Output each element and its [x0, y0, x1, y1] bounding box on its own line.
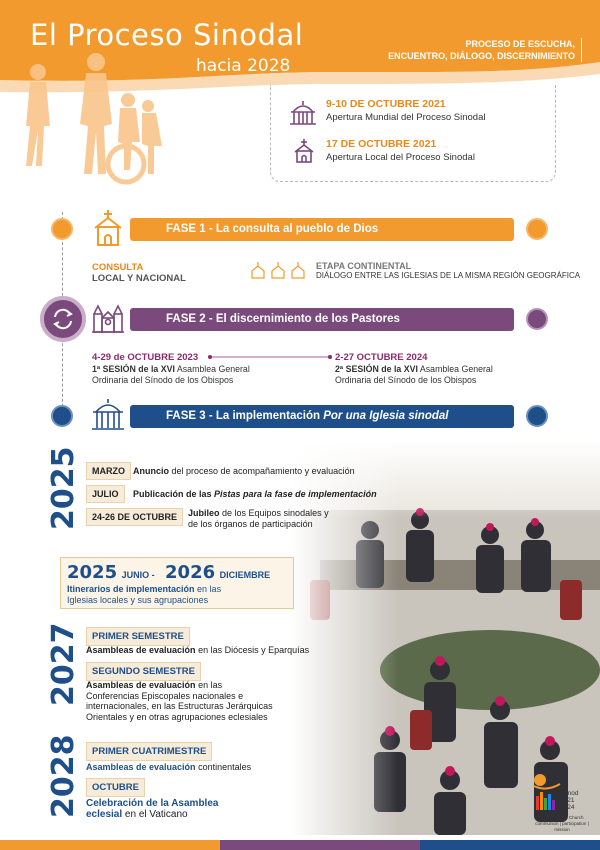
phase2-end-dot	[526, 308, 548, 330]
year-2028: 2028	[46, 734, 81, 818]
row-octubre: Jubileo de los Equipos sinodales y de los órganos de participación	[188, 508, 329, 529]
tagline: PROCESO DE ESCUCHA, ENCUENTRO, DIÁLOGO, DISCERNIMIENTO	[388, 38, 582, 62]
basilica-icon	[90, 398, 126, 432]
phase3-bar: FASE 3 - La implementación Por una Iglesia sinodal	[130, 405, 514, 428]
phase2-session2: 2-27 OCTUBRE 2024 2ª SESIÓN de la XVI Asamblea General Ordinaria del Sínodo de los Obispos	[335, 352, 493, 385]
row-primer-semestre: Asambleas de evaluación en las Diócesis y Eparquías	[86, 645, 310, 655]
opening-local: 17 DE OCTUBRE 2021 Apertura Local del Proceso Sinodal	[326, 138, 475, 163]
tag-primer-cuatrimestre: PRIMER CUATRIMESTRE	[86, 742, 212, 761]
row-segundo-semestre: Asambleas de evaluación en las Conferencias Episcopales nacionales e internacionales, en las Estructuras Jerárquicas Orientales y en otras agrupaciones eclesiales	[86, 680, 273, 722]
pilgrims-illustration	[8, 46, 178, 186]
phase2-session1: 4-29 de OCTUBRE 2023 1ª SESIÓN de la XVI Asamblea General Ordinaria del Sínodo de los Obispos	[92, 352, 250, 385]
synod-logo-motto: For a synodal Church communion | participation | mission	[535, 815, 589, 832]
row-julio: Publicación de las Pistas para la fase de implementación	[133, 489, 377, 499]
synod-logo-text: Synod 2021 2024	[560, 790, 579, 811]
tag-segundo-semestre: SEGUNDO SEMESTRE	[86, 662, 201, 681]
phase1-end-dot	[526, 218, 548, 240]
row-marzo: Anuncio del proceso de acompañamiento y evaluación	[133, 466, 355, 476]
tag-marzo: MARZO	[86, 462, 131, 480]
phase3-dot	[51, 405, 73, 427]
tag-octubre: 24-26 DE OCTUBRE	[86, 508, 183, 526]
footer-bar	[0, 840, 600, 850]
row-cuatrimestre: Asambleas de evaluación continentales	[86, 762, 252, 772]
range-2025-2026: 2025 JUNIO - 2026 DICIEMBRE Itinerarios de implementación en las Iglesias locales y sus agrupaciones	[60, 557, 294, 609]
phase2-cycle-icon	[40, 296, 86, 342]
opening-world: 9-10 DE OCTUBRE 2021 Apertura Mundial del Proceso Sinodal	[326, 98, 486, 123]
year-2025: 2025	[46, 446, 81, 530]
tag-primer-semestre: PRIMER SEMESTRE	[86, 627, 190, 646]
arrow-connector	[206, 353, 336, 361]
phase3-end-dot	[526, 405, 548, 427]
phase2-bar: FASE 2 - El discernimiento de los Pastores	[130, 308, 514, 331]
phase1-bar: FASE 1 - La consulta al pueblo de Dios	[130, 218, 514, 241]
page-title: El Proceso Sinodal	[30, 18, 304, 52]
year-2027: 2027	[46, 622, 81, 706]
page-subtitle: hacia 2028	[196, 56, 291, 76]
tag-julio: JULIO	[86, 485, 125, 503]
cathedral-icon	[90, 302, 126, 334]
row-octubre-2028: Celebración de la Asamblea eclesial en el Vaticano	[86, 798, 219, 820]
phase1-continental: ETAPA CONTINENTAL DIÁLOGO ENTRE LAS IGLESIAS DE LA MISMA REGIÓN GEOGRÁFICA	[316, 261, 581, 280]
churches-icon	[250, 262, 308, 280]
phase1-dot	[51, 218, 73, 240]
phase1-consulta: CONSULTA LOCAL Y NACIONAL	[92, 262, 186, 284]
church-icon	[90, 208, 126, 248]
tag-octubre-2028: OCTUBRE	[86, 778, 145, 797]
